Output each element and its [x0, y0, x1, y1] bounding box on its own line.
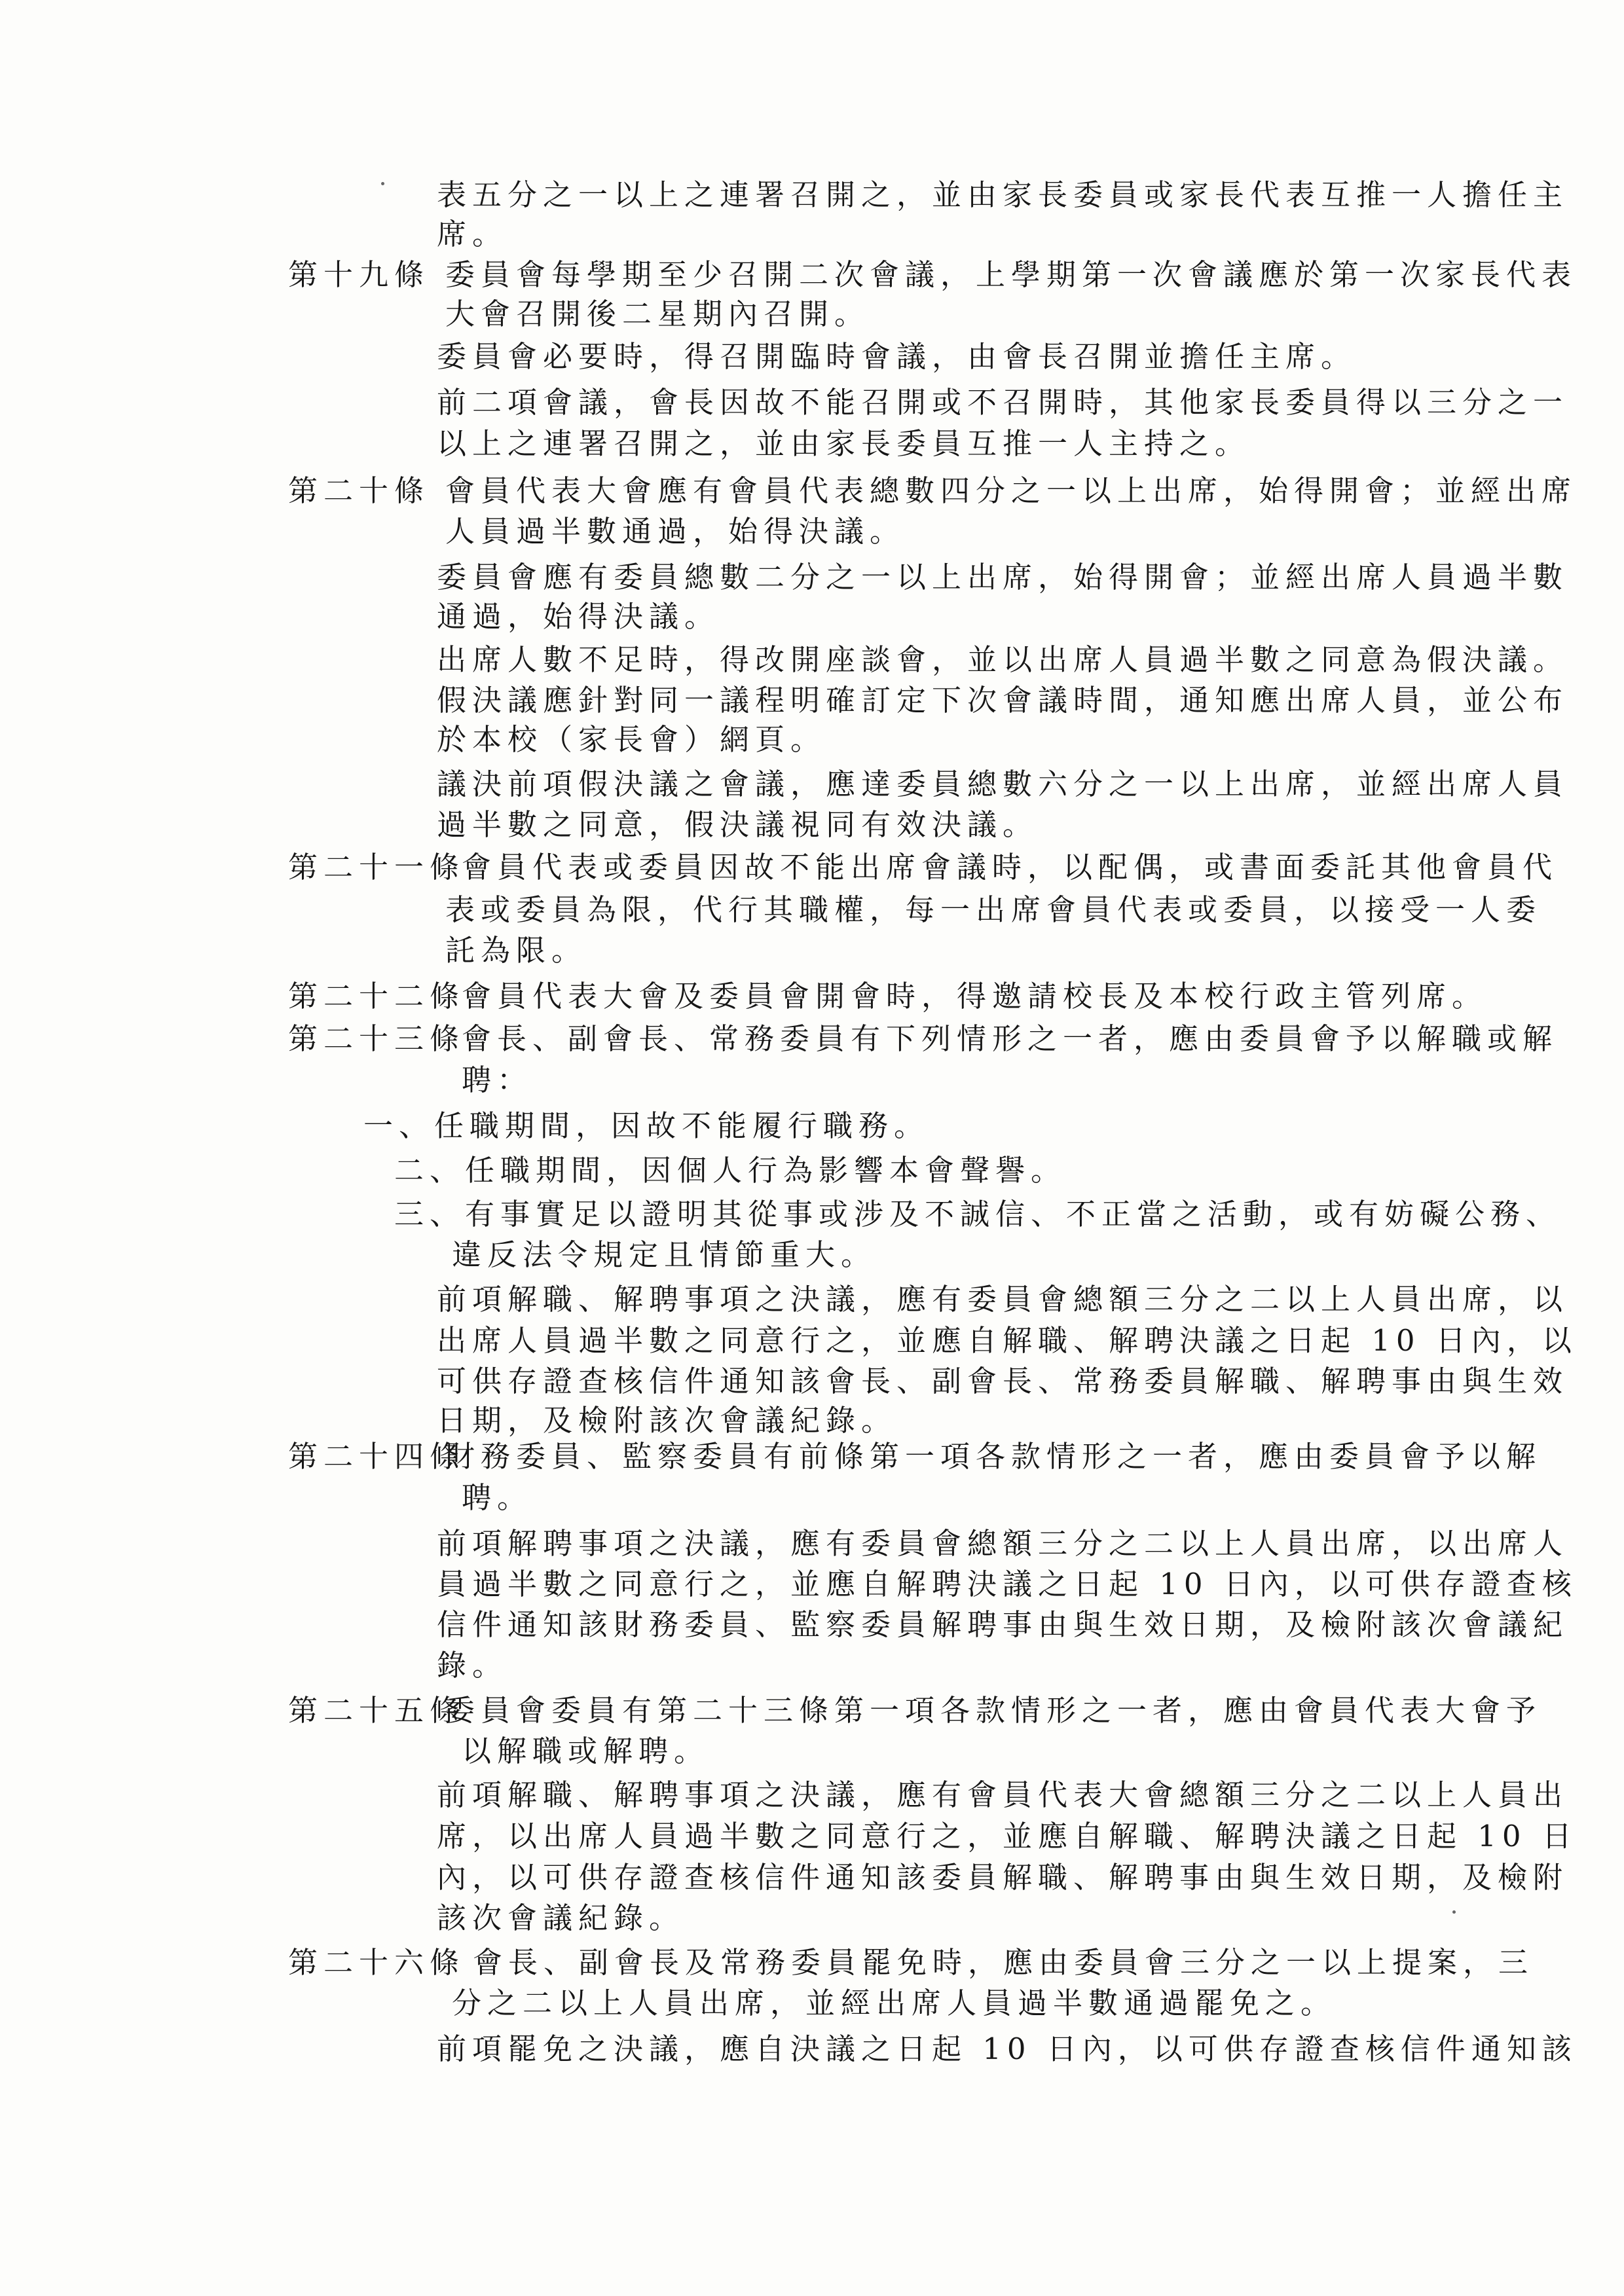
text-line: 大會召開後二星期內召開。 [445, 297, 870, 331]
text-line: 錄。 [437, 1648, 508, 1683]
text-line: 員過半數之同意行之，並應自解聘決議之日起 10 日內，以可供存證查核 [437, 1567, 1578, 1601]
text-line: 會長、副會長及常務委員罷免時，應由委員會三分之一以上提案，三 [473, 1945, 1534, 1980]
text-line: 聘。 [462, 1480, 533, 1515]
text-line: 表或委員為限，代行其職權，每一出席會員代表或委員，以接受一人委 [445, 892, 1542, 927]
scan-speck [381, 182, 384, 185]
text-line: 席，以出席人員過半數之同意行之，並應自解職、解聘決議之日起 10 日 [437, 1819, 1578, 1853]
text-line: 會員代表大會及委員會開會時，得邀請校長及本校行政主管列席。 [462, 979, 1488, 1013]
text-line: 出席人數不足時，得改開座談會，並以出席人員過半數之同意為假決議。 [437, 642, 1569, 677]
text-line: 違反法令規定且情節重大。 [452, 1237, 877, 1272]
article-20-label: 第二十條 [288, 473, 430, 508]
text-line: 委員會每學期至少召開二次會議，上學期第一次會議應於第一次家長代表 [445, 257, 1578, 292]
text-line: 議決前項假決議之會議，應達委員總數六分之一以上出席，並經出席人員 [437, 767, 1569, 801]
text-line: 信件通知該財務委員、監察委員解聘事由與生效日期，及檢附該次會議紀 [437, 1607, 1569, 1642]
text-line: 過半數之同意，假決議視同有效決議。 [437, 807, 1039, 842]
article-24-label: 第二十四條 [288, 1439, 466, 1474]
text-line: 人員過半數通過，始得決議。 [445, 514, 906, 549]
article-19-label: 第十九條 [288, 257, 430, 292]
text-line: 分之二以上人員出席，並經出席人員過半數通過罷免之。 [452, 1986, 1337, 2020]
text-line: 出席人員過半數之同意行之，並應自解職、解聘決議之日起 10 日內，以 [437, 1323, 1578, 1358]
text-line: 日期，及檢附該次會議紀錄。 [437, 1403, 897, 1438]
text-line: 內，以可供存證查核信件通知該委員解職、解聘事由與生效日期，及檢附 [437, 1860, 1569, 1895]
article-22-label: 第二十二條 [288, 979, 466, 1013]
scan-speck [1452, 1910, 1456, 1914]
text-line: 席。 [437, 217, 508, 251]
article-21-label: 第二十一條 [288, 850, 466, 884]
text-line: 以上之連署召開之，並由家長委員互推一人主持之。 [437, 426, 1251, 461]
article-26-label: 第二十六條 [288, 1945, 466, 1980]
list-item: 三、有事實足以證明其從事或涉及不誠信、不正當之活動，或有妨礙公務、 [394, 1197, 1562, 1231]
text-line: 假決議應針對同一議程明確訂定下次會議時間，通知應出席人員，並公布 [437, 683, 1569, 718]
article-23-label: 第二十三條 [288, 1021, 466, 1056]
article-25-label: 第二十五條 [288, 1693, 466, 1728]
text-line: 會員代表或委員因故不能出席會議時，以配偶，或書面委託其他會員代 [462, 850, 1559, 884]
text-line: 會員代表大會應有會員代表總數四分之一以上出席，始得開會；並經出席 [445, 473, 1578, 508]
text-line: 委員會必要時，得召開臨時會議，由會長召開並擔任主席。 [437, 339, 1357, 374]
text-line: 會長、副會長、常務委員有下列情形之一者，應由委員會予以解職或解 [462, 1021, 1559, 1056]
text-line: 託為限。 [445, 933, 587, 968]
list-item: 一、任職期間，因故不能履行職務。 [363, 1108, 930, 1143]
text-line: 該次會議紀錄。 [437, 1901, 685, 1935]
text-line: 前項解職、解聘事項之決議，應有委員會總額三分之二以上人員出席，以 [437, 1282, 1569, 1317]
text-line: 前項罷免之決議，應自決議之日起 10 日內，以可供存證查核信件通知該 [437, 2032, 1578, 2066]
text-line: 委員會委員有第二十三條第一項各款情形之一者，應由會員代表大會予 [445, 1693, 1542, 1728]
text-line: 以解職或解聘。 [462, 1734, 710, 1768]
text-line: 通過，始得決議。 [437, 599, 720, 634]
list-item: 二、任職期間，因個人行為影響本會聲譽。 [394, 1153, 1067, 1188]
text-line: 前二項會議，會長因故不能召開或不召開時，其他家長委員得以三分之一 [437, 385, 1569, 420]
text-line: 可供存證查核信件通知該會長、副會長、常務委員解職、解聘事由與生效 [437, 1364, 1569, 1398]
text-line: 聘： [462, 1063, 533, 1097]
text-line: 委員會應有委員總數二分之一以上出席，始得開會；並經出席人員過半數 [437, 560, 1569, 594]
text-line: 前項解聘事項之決議，應有委員會總額三分之二以上人員出席，以出席人 [437, 1526, 1569, 1561]
text-line: 表五分之一以上之連署召開之，並由家長委員或家長代表互推一人擔任主 [437, 177, 1569, 212]
text-line: 財務委員、監察委員有前條第一項各款情形之一者，應由委員會予以解 [445, 1439, 1542, 1474]
text-line: 於本校（家長會）網頁。 [437, 722, 826, 757]
text-line: 前項解職、解聘事項之決議，應有會員代表大會總額三分之二以上人員出 [437, 1777, 1569, 1812]
